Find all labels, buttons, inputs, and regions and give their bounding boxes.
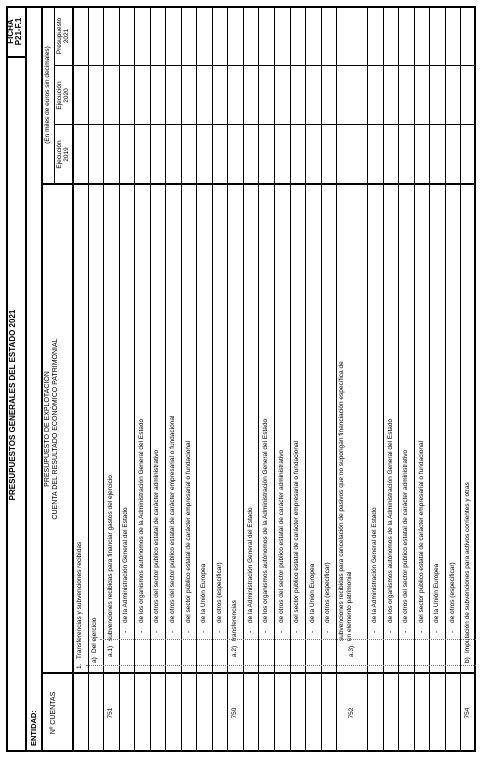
form-title: PRESUPUESTOS GENERALES DEL ESTADO 2021 [8,309,17,501]
row-rule [103,6,104,752]
indent-guide [100,639,476,640]
row-rule [196,6,197,752]
row-prefix: - [200,630,208,633]
row-rule [181,6,182,752]
row-label: de los organismos autónomos de la Administración General del Estado [262,418,270,623]
row-label: subvenciones recibidas para financiar gastos del ejercicio [106,475,114,641]
col-budget-2021-l2: 2021 [63,28,70,44]
col-2019-2020-divider [54,124,476,125]
row-prefix: - [215,630,223,633]
account-number: 752 [347,707,355,719]
title-bottom-rule [25,6,27,752]
row-rule [227,6,228,752]
row-prefix: - [246,630,254,633]
row-label: de la Administración General del Estado [246,507,254,623]
row-label: Imputación de subvenciones para activos corrientes y otras [464,482,472,653]
row-rule [150,6,151,752]
row-label: de otros (especificar) [215,562,223,623]
col-exec-2019-l2: 2019 [63,147,70,162]
row-prefix: a.3) [347,645,355,657]
row-prefix: - [371,630,378,633]
row-rule [290,6,291,752]
row-rule [383,6,384,752]
row-label: de la Unión Europea [200,563,208,623]
row-prefix: - [153,630,161,633]
row-rule [445,6,446,752]
col-budget-2021-l1: Presupuesto [56,17,63,55]
row-prefix: - [184,630,192,633]
row-prefix: - [122,630,130,633]
row-label: de los organismos autónomos de la Administración General del Estado [137,418,145,623]
row-label: de la Administración General del Estado [371,507,378,623]
row-label: del sector público estatal de carácter empresarial o fundacional [417,440,425,623]
row-label: de otros del sector público estatal de carácter administrativo [402,449,410,623]
row-rule [398,6,399,752]
col-exec-2020-l2: 2020 [63,88,70,103]
row-label: de otros (especificar) [448,562,456,623]
row-prefix: a.1) [106,645,114,657]
row-rule [119,6,120,752]
row-prefix: 1. [75,663,83,669]
units-rule [54,6,55,184]
row-label: transferencias [231,600,239,641]
row-prefix: - [308,630,316,633]
row-rule [258,6,259,752]
account-number: 751 [106,707,114,719]
row-prefix: - [169,630,176,633]
row-rule [336,6,337,752]
row-label: de la Unión Europea [308,563,316,623]
row-rule [212,6,213,752]
row-prefix: - [324,630,332,633]
col-exec-2019-l1: Ejecución [56,140,63,169]
row-prefix: - [277,630,285,633]
row-label: de otros del sector público estatal de carácter administrativo [277,449,285,623]
row-rule [460,6,461,752]
ficha-code: P21-F.1 [14,17,23,46]
row-rule [134,6,135,752]
row-rule [321,6,322,752]
row-label-continued: un elemento patrimonial [346,571,354,641]
col-2020-2021-divider [54,65,476,66]
row-prefix: a) [91,657,99,663]
row-prefix: - [262,630,270,633]
indent-guide [86,665,476,666]
row-label: de otros (especificar) [324,562,332,623]
row-rule [429,6,430,752]
row-label: subvenciones recibidas para cancelación de pasivos que no supongan financiación específica de [338,361,346,641]
row-rule [88,6,89,752]
row-prefix: - [137,630,145,633]
row-prefix: - [386,630,394,633]
row-prefix: - [433,630,441,633]
row-rule [274,6,275,752]
row-label: de otros del sector público estatal de carácter empresarial o fundacional [169,415,176,623]
row-rule [165,6,166,752]
row-prefix: a.2) [231,645,239,657]
account-number: 754 [464,707,472,719]
header-bottom-rule [72,6,74,752]
accounts-header: Nº CUENTAS [50,691,57,735]
row-rule [414,6,415,752]
row-label: de la Unión Europea [433,563,441,623]
row-prefix: - [293,630,301,633]
row-label: Del ejercicio [91,617,99,653]
row-prefix: b) [464,657,472,663]
row-label: del sector público estatal de carácter empresarial o fundacional [293,440,301,623]
row-rule [305,6,306,752]
row-prefix: - [448,630,456,633]
row-label: de otros del sector público estatal de carácter administrativo [153,449,161,623]
row-rule [367,6,368,752]
row-prefix: - [417,630,425,633]
entity-label: ENTIDAD: [29,710,38,746]
row-label: del sector público estatal de carácter empresarial o fundacional [184,440,192,623]
col-exec-2020-l1: Ejecución [56,81,63,110]
row-rule [243,6,244,752]
budget-header-line2: CUENTA DEL RESULTADO ECONÓMICO PATRIMONIAL [52,338,59,520]
row-label: de los organismos autónomos de la Administración General del Estado [386,418,394,623]
row-prefix: - [402,630,410,633]
entity-bottom-rule [41,6,43,752]
units-note: (En miles de euros sin decimales) [44,46,51,144]
row-label: de la Administración General del Estado [122,507,130,623]
ficha-label: FICHA [6,19,15,44]
account-number: 750 [231,707,239,719]
row-label: Transferencias y subvenciones recibidas [75,541,83,659]
budget-header-line1: PRESUPUESTO DE EXPLOTACIÓN [44,371,51,487]
